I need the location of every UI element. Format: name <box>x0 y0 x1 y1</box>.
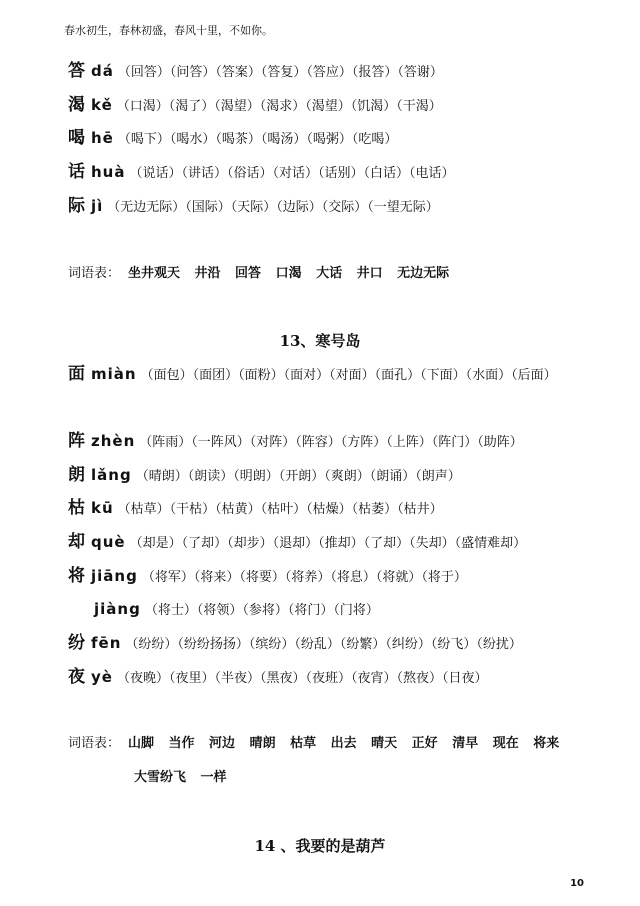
entry-words: （说话）（讲话）（俗话）（对话）（话别）（白话）（电话） <box>129 166 455 181</box>
entry-hua <box>68 156 590 190</box>
entry-pinyin: jiāng <box>91 567 138 585</box>
entry-words: （却是）（了却）（却步）（退却）（推却）（了却）（失却）（盛情难却） <box>129 536 527 551</box>
entry-char: 阵 <box>68 431 85 451</box>
entry-char: 面 <box>68 364 85 384</box>
vocab-terms: 山脚 当作 河边 晴朗 枯草 出去 晴天 正好 清早 现在 将来 <box>128 736 560 751</box>
entry-char: 却 <box>68 532 85 552</box>
page-number: 10 <box>570 878 584 889</box>
entry-words: （阵雨）（一阵风）（对阵）（阵容）（方阵）（上阵）（阵门）（助阵） <box>139 435 523 450</box>
entry-pinyin: huà <box>91 163 126 181</box>
entry-ji <box>68 190 590 224</box>
entry-words: （口渴）（渴了）（渴望）（渴求）（渴望）（饥渴）（干渴） <box>116 99 442 114</box>
entry-char: 答 <box>68 61 85 81</box>
entry-pinyin: fēn <box>91 634 122 652</box>
entry-pinyin: dá <box>91 62 114 80</box>
entry-char: 朗 <box>68 465 85 485</box>
entry-ku <box>68 492 590 526</box>
entry-jiang4 <box>94 593 590 627</box>
entry-char: 夜 <box>68 667 85 687</box>
entry-que <box>68 526 590 560</box>
entry-pinyin: kě <box>91 96 113 114</box>
entry-zhen <box>68 425 590 459</box>
entry-words: （纷纷）（纷纷扬扬）（缤纷）（纷乱）（纷繁）（纠纷）（纷飞）（纷扰） <box>125 637 522 652</box>
vocab-terms: 坐井观天 井沿 回答 口渴 大话 井口 无边无际 <box>128 266 450 281</box>
entry-pinyin: jiàng <box>94 600 141 618</box>
entry-char: 话 <box>68 162 85 182</box>
vocab-label: 词语表： <box>68 266 121 281</box>
entry-da <box>68 55 590 89</box>
entry-char: 将 <box>68 566 85 586</box>
entry-jiang1 <box>68 560 590 594</box>
entry-ke <box>68 89 590 123</box>
page-header-quote: 春水初生，春林初盛，春风十里，不如你。 <box>64 24 273 37</box>
entry-words: （夜晚）（夜里）（半夜）（黑夜）（夜班）（夜宵）（熬夜）（日夜） <box>116 671 488 686</box>
entry-words: （将军）（将来）（将要）（将养）（将息）（将就）（将于） <box>141 570 467 585</box>
entry-char: 渴 <box>68 95 85 115</box>
entry-char: 喝 <box>68 128 85 148</box>
entry-pinyin: yè <box>91 668 113 686</box>
entry-he <box>68 122 590 156</box>
entry-lang <box>68 459 590 493</box>
entry-char: 枯 <box>68 498 85 518</box>
entry-char: 纷 <box>68 633 85 653</box>
entry-words: （晴朗）（朗读）（明朗）（开朗）（爽朗）（朗诵）（朗声） <box>135 469 461 484</box>
entry-mian <box>68 358 590 392</box>
vocab-list-b <box>68 733 559 755</box>
entry-words: （无边无际）（国际）（天际）（边际）（交际）（一望无际） <box>107 200 439 215</box>
entry-pinyin: jì <box>91 197 104 215</box>
entry-fen <box>68 627 590 661</box>
lesson-14-title: 14 、我要的是葫芦 <box>254 837 386 855</box>
entry-words: （枯草）（干枯）（枯黄）（枯叶）（枯燥）（枯萎）（枯井） <box>117 502 443 517</box>
entry-char: 际 <box>68 196 85 216</box>
entry-pinyin: zhèn <box>91 432 136 450</box>
vocab-terms-line2: 大雪纷飞 一样 <box>134 770 227 785</box>
entry-words: （喝下）（喝水）（喝茶）（喝汤）（喝粥）（吃喝） <box>117 132 398 147</box>
entry-pinyin: lǎng <box>91 466 132 484</box>
lesson-13-title: 13、寒号岛 <box>279 332 361 350</box>
entry-pinyin: kū <box>91 499 114 517</box>
vocab-label: 词语表： <box>68 736 121 751</box>
entry-pinyin: hē <box>91 129 114 147</box>
entry-words: （回答）（问答）（答案）（答复）（答应）（报答）（答谢） <box>117 65 443 80</box>
vocab-list-a <box>68 263 449 285</box>
entry-pinyin: miàn <box>91 365 137 383</box>
entry-words: （将士）（将领）（参将）（将门）（门将） <box>144 603 379 618</box>
entry-ye <box>68 661 590 695</box>
entry-words: （面包）（面团）（面粉）（面对）（对面）（面孔）（下面）（水面）（后面） <box>140 368 557 383</box>
entry-pinyin: què <box>91 533 126 551</box>
